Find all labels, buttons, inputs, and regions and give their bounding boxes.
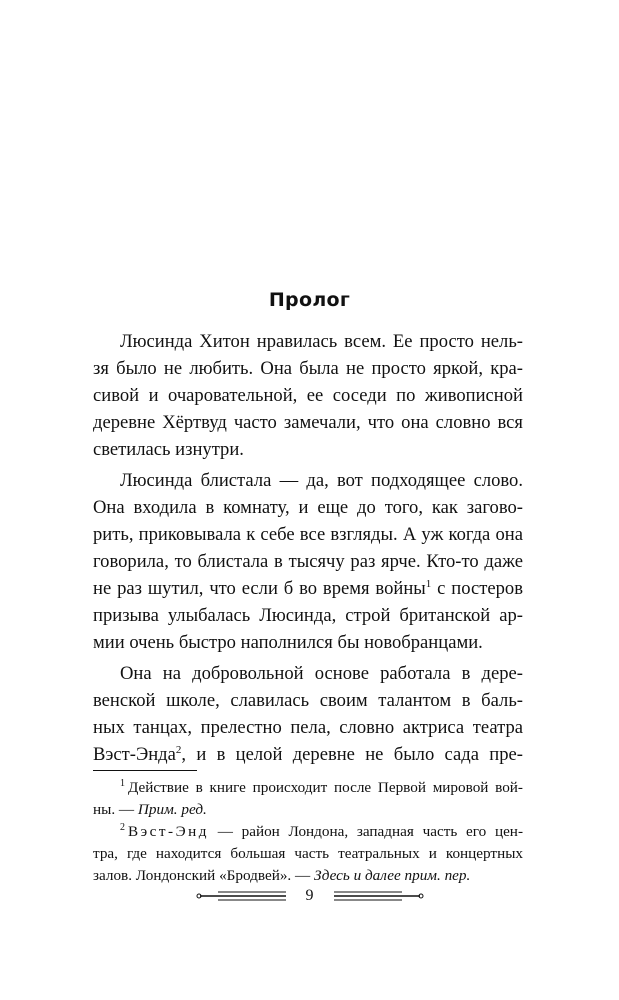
text-line: мии очень быстро наполнился бы новобранцами. bbox=[93, 632, 483, 653]
footnote-line bbox=[93, 777, 523, 799]
footnote-line bbox=[93, 821, 523, 843]
text-line: деревне Хёртвуд часто замечали, что она словно вся bbox=[93, 412, 523, 433]
footnote-line bbox=[93, 799, 523, 821]
text-line: говорила, то блистала в тысячу раз ярче. Кто-то даже bbox=[93, 551, 523, 572]
body-text bbox=[93, 328, 523, 768]
footnotes bbox=[93, 777, 523, 887]
page-number: 9 bbox=[305, 887, 314, 904]
text-line: зя было не любить. Она была не просто яркой, кра- bbox=[93, 358, 523, 379]
footnote-text: — район Лондона, западная часть его цен- bbox=[217, 823, 523, 840]
footnote-attribution: Здесь и далее прим. пер. bbox=[314, 867, 471, 884]
text-line: Люсинда Хитон нравилась всем. Ее просто нель- bbox=[120, 331, 523, 352]
footnote-number: 1 bbox=[120, 778, 125, 789]
text-line: светилась изнутри. bbox=[93, 439, 244, 460]
text-line: венской школе, славилась своим талантом в баль- bbox=[93, 690, 523, 711]
paragraph bbox=[93, 328, 523, 463]
footnote-text: залов. Лондонский «Бродвей». — bbox=[93, 867, 311, 884]
text-line bbox=[93, 575, 523, 602]
footnote-term: Вэст-Энд bbox=[128, 823, 209, 840]
text-segment: с постеров bbox=[437, 578, 523, 599]
right-ornament-icon bbox=[332, 889, 424, 903]
text-line: призыва улыбалась Люсинда, строй британской ар- bbox=[93, 605, 523, 626]
footnote-line: тра, где находится большая часть театральных и концертных bbox=[93, 845, 523, 862]
footnote-ref[interactable]: 2 bbox=[175, 744, 182, 756]
paragraph bbox=[93, 660, 523, 768]
text-line: Она входила в комнату, и еще до того, как загово- bbox=[93, 497, 523, 518]
footnote-line bbox=[93, 865, 523, 887]
chapter-title: Пролог bbox=[268, 289, 351, 311]
footnote-ref[interactable]: 1 bbox=[425, 578, 432, 590]
text-line: рить, приковывала к себе все взгляды. А уж когда она bbox=[93, 524, 523, 545]
footnote-text: ны. — bbox=[93, 801, 135, 818]
footnote-attribution: Прим. ред. bbox=[137, 801, 207, 818]
text-line bbox=[93, 741, 523, 768]
text-line: Она на добровольной основе работала в дере- bbox=[120, 663, 523, 684]
text-line: Люсинда блистала — да, вот подходящее слово. bbox=[120, 470, 523, 491]
text-segment: , и в целой деревне не было сада пре- bbox=[181, 744, 523, 765]
text-line: ных танцах, прелестно пела, словно актриса театра bbox=[93, 717, 523, 738]
paragraph bbox=[93, 467, 523, 656]
footnote-text: Действие в книге происходит после Первой мировой вой- bbox=[128, 779, 523, 796]
footnote-divider bbox=[93, 770, 197, 771]
text-line: сивой и очаровательной, ее соседи по живописной bbox=[93, 385, 523, 406]
page-footer bbox=[0, 887, 619, 905]
left-ornament-icon bbox=[196, 889, 288, 903]
text-segment: Вэст-Энда bbox=[93, 744, 176, 765]
footnote-number: 2 bbox=[120, 822, 125, 833]
text-segment: не раз шутил, что если б во время войны bbox=[93, 578, 426, 599]
